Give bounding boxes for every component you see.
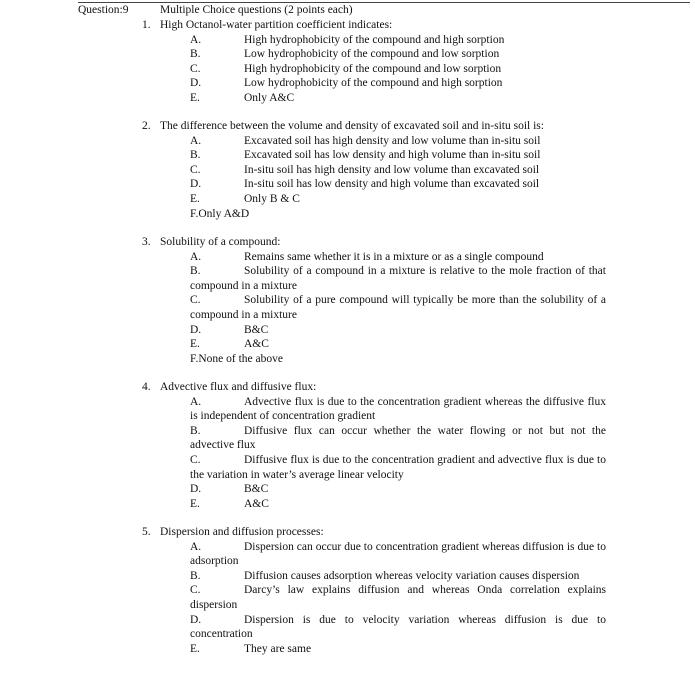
option-e xyxy=(142,337,622,352)
option-a xyxy=(142,134,622,149)
option-text: Only A&C xyxy=(244,91,295,104)
option-text: High hydrophobicity of the compound and high sorption xyxy=(244,33,505,46)
option-letter: A. xyxy=(190,134,202,147)
option-d xyxy=(142,76,622,91)
option-d xyxy=(142,177,622,192)
option-letter: E. xyxy=(190,338,200,351)
option-text: A&C xyxy=(244,497,269,510)
option-letter: B. xyxy=(190,149,201,162)
option-letter: D. xyxy=(190,613,202,626)
option-text: Advective flux is due to the concentration gradient whereas the diffusive flux is independent of concentration gradient xyxy=(190,395,606,423)
option-text: In-situ soil has high density and low volume than excavated soil xyxy=(244,163,540,176)
option-letter: E. xyxy=(190,642,200,655)
option-letter: C. xyxy=(190,62,201,75)
question-stem xyxy=(142,18,622,33)
option-e xyxy=(142,497,622,512)
option-letter: C. xyxy=(190,453,201,466)
option-f: F.Only A&D xyxy=(190,207,250,220)
option-d xyxy=(142,482,622,497)
option-text: Diffusion causes adsorption whereas velocity variation causes dispersion xyxy=(244,569,580,582)
option-c xyxy=(142,453,622,482)
question-3 xyxy=(142,235,622,366)
option-text: Excavated soil has low density and high volume than in-situ soil xyxy=(244,149,541,162)
option-letter: C. xyxy=(190,163,201,176)
question-stem xyxy=(142,119,622,134)
option-letter: B. xyxy=(190,569,201,582)
option-letter: D. xyxy=(190,178,202,191)
option-letter: A. xyxy=(190,395,202,408)
option-text: Remains same whether it is in a mixture or as a single compound xyxy=(244,250,544,263)
option-c xyxy=(142,163,622,178)
option-text: In-situ soil has low density and high volume than excavated soil xyxy=(244,178,540,191)
question-4 xyxy=(142,380,622,511)
option-text: Dispersion is due to velocity variation whereas diffusion is due to concentration xyxy=(190,613,606,641)
option-text: Darcy’s law explains diffusion and whereas Onda correlation explains dispersion xyxy=(190,584,606,611)
question-2 xyxy=(142,119,622,221)
option-e xyxy=(142,642,622,657)
option-letter: E. xyxy=(190,497,200,510)
option-text: Low hydrophobicity of the compound and low sorption xyxy=(244,48,500,61)
option-letter: C. xyxy=(190,584,201,597)
question-label: Question:9 xyxy=(78,4,129,16)
option-letter: D. xyxy=(190,77,202,90)
option-letter: B. xyxy=(190,48,201,61)
option-text: They are same xyxy=(244,642,312,655)
option-a xyxy=(142,250,622,265)
option-c xyxy=(142,62,622,77)
question-text: Advective flux and diffusive flux: xyxy=(160,381,317,393)
option-text: Solubility of a compound in a mixture is relative to the mole fraction of that compound in a mixture xyxy=(190,265,606,292)
option-b xyxy=(142,47,622,62)
option-a xyxy=(142,395,622,424)
option-text: Excavated soil has high density and low volume than in-situ soil xyxy=(244,134,541,147)
option-a xyxy=(142,540,622,569)
option-b xyxy=(142,148,622,163)
question-text: High Octanol-water partition coefficient indicates: xyxy=(160,19,393,31)
option-letter: E. xyxy=(190,91,200,104)
option-e xyxy=(142,91,622,106)
option-letter: A. xyxy=(190,540,202,553)
option-letter: B. xyxy=(190,265,201,278)
option-letter: B. xyxy=(190,424,201,437)
option-text: B&C xyxy=(244,483,269,496)
option-text: A&C xyxy=(244,338,269,351)
option-e xyxy=(142,192,622,207)
option-letter: C. xyxy=(190,294,201,307)
section-title: Multiple Choice questions (2 points each) xyxy=(160,4,353,16)
question-number: 5. xyxy=(142,526,151,538)
question-number: 2. xyxy=(142,120,151,132)
option-d xyxy=(142,613,622,642)
option-letter: A. xyxy=(190,250,202,263)
option-d xyxy=(142,323,622,338)
option-c xyxy=(142,583,622,612)
question-1 xyxy=(142,18,622,106)
question-number: 1. xyxy=(142,19,151,31)
option-text: Diffusive flux can occur whether the water flowing or not but not the advective flux xyxy=(190,424,606,452)
option-a xyxy=(142,33,622,48)
option-text: Diffusive flux is due to the concentration gradient and advective flux is due to the variation in water’s average linear velocity xyxy=(190,453,606,481)
question-number: 3. xyxy=(142,236,151,248)
option-b xyxy=(142,569,622,584)
option-text: Only B & C xyxy=(244,192,300,205)
question-5 xyxy=(142,525,622,656)
option-letter: A. xyxy=(190,33,202,46)
option-c xyxy=(142,293,622,322)
question-text: Solubility of a compound: xyxy=(160,236,281,248)
option-f: F.None of the above xyxy=(190,352,283,365)
question-text: Dispersion and diffusion processes: xyxy=(160,526,324,538)
question-stem xyxy=(142,235,622,250)
option-text: Low hydrophobicity of the compound and high sorption xyxy=(244,77,503,90)
option-text: B&C xyxy=(244,323,269,336)
option-text: High hydrophobicity of the compound and low sorption xyxy=(244,62,502,75)
question-stem xyxy=(142,380,622,395)
option-letter: D. xyxy=(190,483,202,496)
option-letter: E. xyxy=(190,192,200,205)
option-b xyxy=(142,264,622,293)
question-text: The difference between the volume and density of excavated soil and in-situ soil is: xyxy=(160,120,544,132)
question-stem xyxy=(142,525,622,540)
option-b xyxy=(142,424,622,453)
option-text: Solubility of a pure compound will typically be more than the solubility of a compound in a mixture xyxy=(190,294,606,321)
question-number: 4. xyxy=(142,381,151,393)
option-text: Dispersion can occur due to concentration gradient whereas diffusion is due to adsorption xyxy=(190,540,606,568)
option-letter: D. xyxy=(190,323,202,336)
